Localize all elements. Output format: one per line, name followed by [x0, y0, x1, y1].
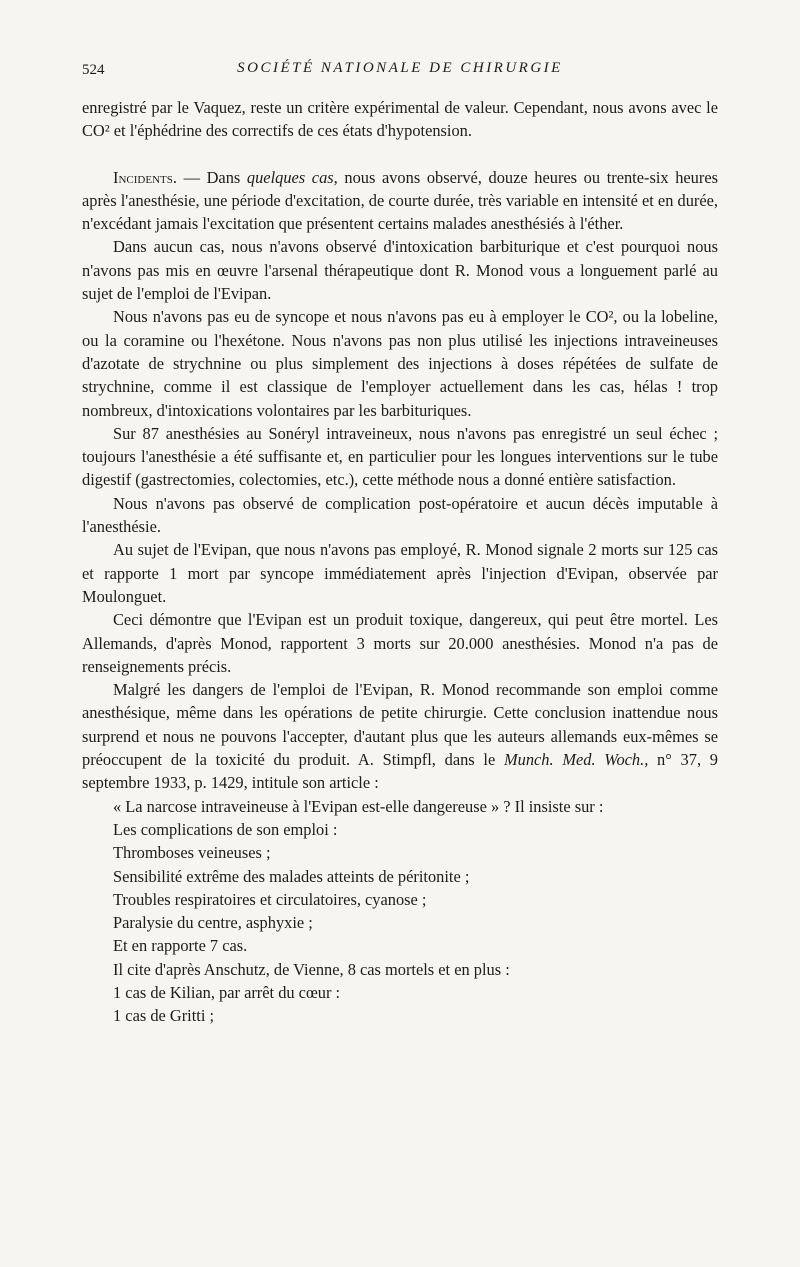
paragraph: Nous n'avons pas eu de syncope et nous n'avons pas eu à employer le CO², ou la lobeline, ou la coramine ou l'hexétone. Nous n'avons pas non plus utilisé les injections intraveineuses d'azotate de strychnine ou plus simplement des injections à doses répétées de sulfate de strychnine, comme il est classique de l'employer actuellement dans les cas, hélas ! trop nombreux, d'intoxications volontaires par les barbituriques.: [82, 307, 718, 420]
journal-title: Munch. Med. Woch.,: [503, 750, 649, 770]
text-run: nous avons observé, douze heures ou trente-six heures après l'anesthésie, une période d'excitation, de courte durée, très variable en intensité et en durée, n'excédant jamais l'excitation que présentent certains malades anesthésiés à l'éther.: [82, 167, 718, 234]
paragraph: Sur 87 anesthésies au Sonéryl intraveineux, nous n'avons pas enregistré un seul échec ; toujours l'anesthésie a été suffisante et, en particulier pour les longues interventions sur le tube digestif (gastrectomies, colectomies, etc.), cette méthode nous a donné entière satisfaction.: [82, 423, 718, 490]
list-item: 1 cas de Gritti ;: [113, 1006, 215, 1026]
page-header: [82, 60, 718, 82]
text-run: — Dans: [176, 167, 247, 187]
list-item: Paralysie du centre, asphyxie ;: [113, 913, 313, 933]
section-lead: Incidents.: [113, 167, 177, 187]
cases-list: [82, 981, 718, 1028]
paragraph: Au sujet de l'Evipan, que nous n'avons pas employé, R. Monod signale 2 morts sur 125 cas et rapporte 1 mort par syncope immédiatement après l'injection d'Evipan, observée par Moulonguet.: [82, 540, 718, 606]
list-item: Thromboses veineuses ;: [113, 843, 271, 863]
list-item: 1 cas de Kilian, par arrêt du cœur :: [113, 982, 341, 1002]
paragraph: Nous n'avons pas observé de complication post-opératoire et aucun décès imputable à l'anesthésie.: [82, 493, 718, 537]
list-item: Sensibilité extrême des malades atteints de péritonite ;: [113, 866, 470, 886]
paragraph: Dans aucun cas, nous n'avons observé d'intoxication barbiturique et c'est pourquoi nous n'avons pas mis en œuvre l'arsenal thérapeutique dont R. Monod vous a longuement parlé au sujet de l'emploi de l'Evipan.: [82, 237, 718, 304]
paragraph: Il cite d'après Anschutz, de Vienne, 8 cas mortels et en plus :: [113, 959, 510, 979]
italic-run: quelques cas,: [246, 167, 338, 187]
complications-list: [82, 818, 718, 958]
text-run: Malgré les dangers de l'emploi de l'Evipan, R. Monod recommande son emploi comme anesthésique, même dans les opérations de petite chirurgie. Cette conclusion inattendue nous surprend et nous ne pouvons l'accepter, d'autant plus que les auteurs allemands eux-mêmes se préoccupent de la toxicité du produit. A. Stimpfl, dans le: [82, 680, 718, 770]
paragraph-quote: « La narcose intraveineuse à l'Evipan est-elle dangereuse » ? Il insiste sur :: [113, 796, 604, 816]
text-run: n° 37, 9 septembre 1933, p. 1429, intitule son article :: [82, 750, 718, 793]
paragraph-incidents: [82, 166, 718, 236]
running-head: SOCIÉTÉ NATIONALE DE CHIRURGIE: [237, 60, 563, 76]
paragraph: Ceci démontre que l'Evipan est un produit toxique, dangereux, qui peut être mortel. Les Allemands, d'après Monod, rapportent 3 morts sur 20.000 anesthésies. Monod n'a pas de renseignements précis.: [82, 610, 718, 676]
list-item: Troubles respiratoires et circulatoires, cyanose ;: [113, 889, 427, 909]
paragraph: enregistré par le Vaquez, reste un critère expérimental de valeur. Cependant, nous avons avec le CO² et l'éphédrine des correctifs de ces états d'hypotension.: [82, 98, 718, 141]
page-number: 524: [82, 62, 105, 78]
list-item: Les complications de son emploi :: [113, 819, 338, 839]
paragraph: [82, 678, 718, 794]
list-item: Et en rapporte 7 cas.: [113, 936, 248, 956]
body-text: [82, 96, 718, 1028]
